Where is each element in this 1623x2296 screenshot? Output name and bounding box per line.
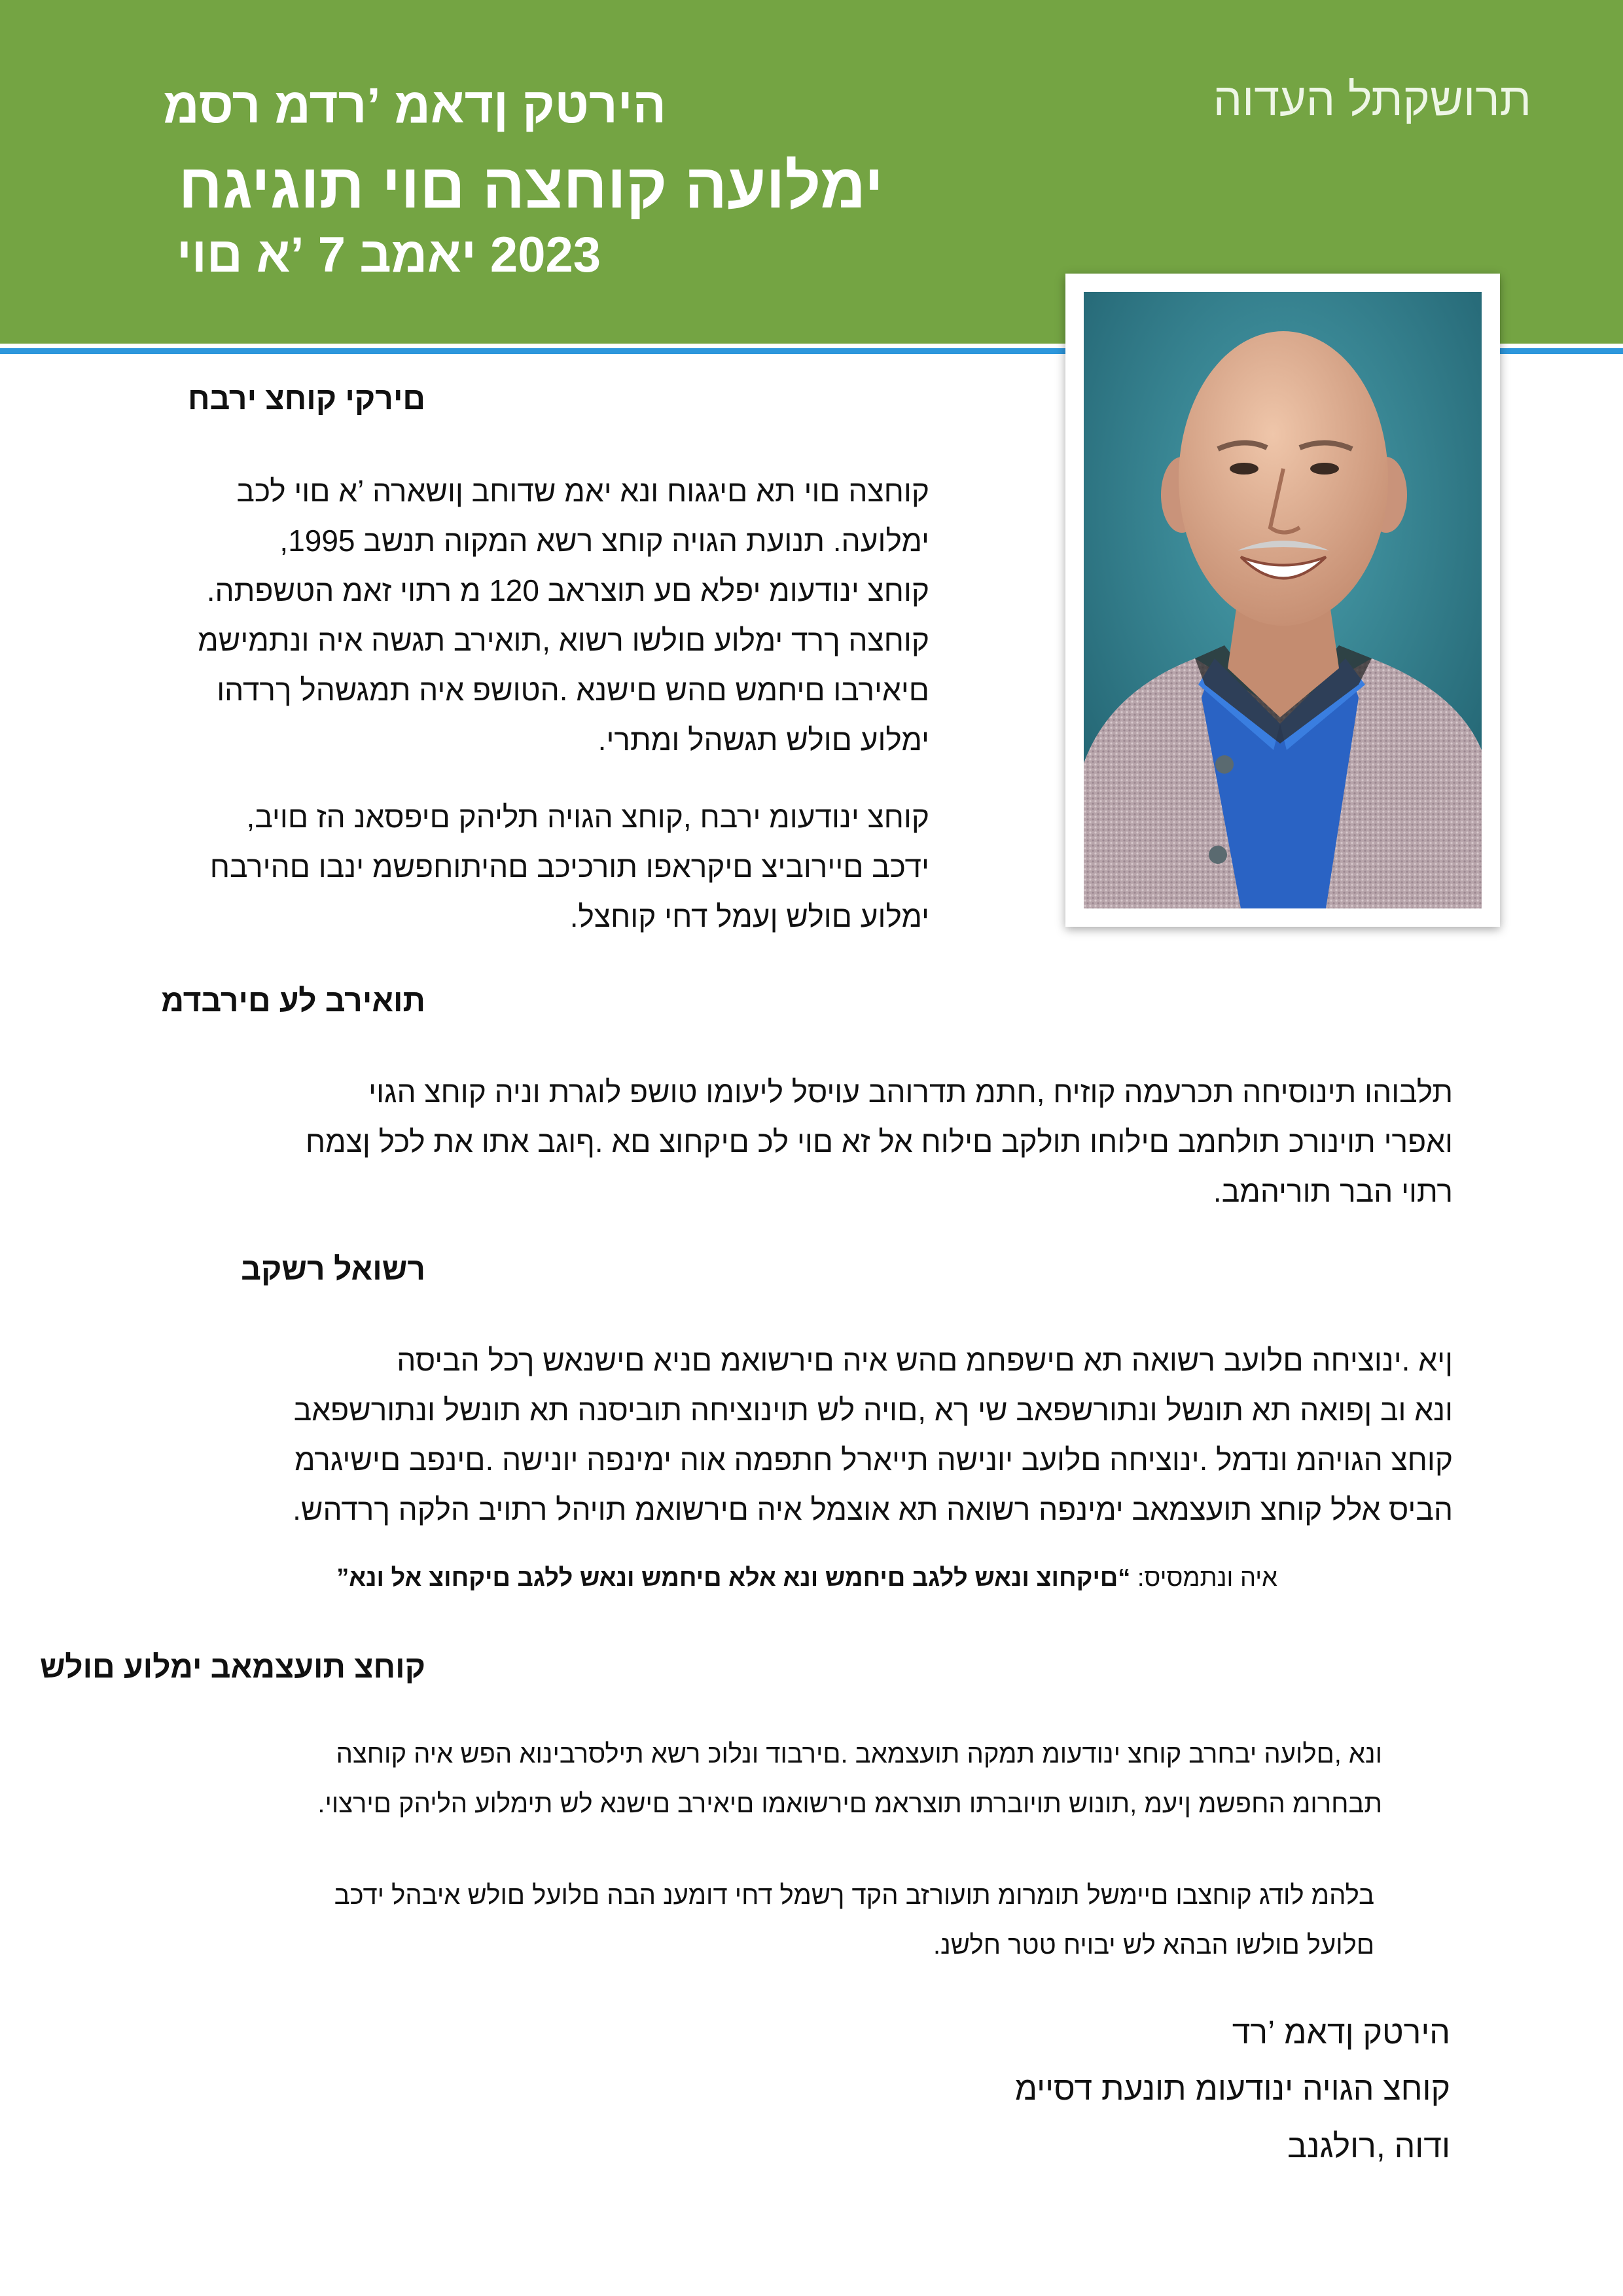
section-title-laughter-friends: םירקי קוחצ ירבח: [188, 382, 425, 416]
text-line: תלבוהו תינוסיחה תכרעמה קוזיח ,חתמ תדרוהב עויסל ליעומו טושפ לוגרת וניה קוחצ הגוי: [368, 1075, 1453, 1109]
text-line: ןיא .ינוציחה םלועב רשואה תא םישפחמ םהש איה םירשואמ םניא םישנאש ךכל הביסה: [397, 1343, 1453, 1377]
text-line: ואפרי תוינורכ תולחמב םילוחו תולקב םילוח אל זא םוי לכ םיקחוצ םא .ףוגב אתו את לכל ןצמח: [305, 1124, 1453, 1158]
section-4-paragraph-1: [317, 1729, 1382, 1829]
motto-quote: “םיקחוצ ונאש ללגב םיחמש ונא אלא םיחמש ונאש ללגב םיקחוצ אל ונא”: [336, 1564, 1131, 1592]
text-line: קוחצ ינודעומ יפלא םע תוצראב 120 מ רתוי זאמ הטשפתה.: [206, 573, 929, 607]
event-date: 2023 יאמב 7 ’א םוי: [177, 227, 601, 283]
text-line: ונא ,םלועה יבחרב קוחצ ינודעומ תמקה תועצמאב .םירבוד ונלוכ רשא תילסרבינוא הפש איה קוחצה: [336, 1740, 1382, 1768]
header-line-1: הירטק ןדאמ ’רדמ רסמ: [163, 78, 666, 134]
portrait-photo: [1084, 292, 1482, 908]
section-2-paragraph-1: [306, 1067, 1453, 1216]
text-line: ידכב םיירוביצ םיקראפו תורכיכב םהיתוחפשמ ינבו םהירבח: [209, 850, 929, 884]
brand-logo-text: תרושקתל העדוה: [1213, 74, 1531, 125]
text-line: קוחצ ינודעומ ירבח ,קוחצ הגויה תליהק םיפסאנ הז םויב,: [246, 800, 929, 834]
text-line: םלועל םולשו הבהא לש יבויח טטר חלשנ.: [933, 1931, 1374, 1960]
text-line: ונא וב ןפואה תא תונשל ונתורשפאב שי ךא ,םויה לש תוינוציחה תוביסנה תא תונשל ונתורשפאב: [293, 1393, 1453, 1427]
portrait-frame: [1065, 274, 1500, 927]
text-line: ימלוע םולש ןעמל דחי קוחצל.: [569, 899, 929, 933]
text-line: בלהמ לודג קוחצבו םיימשל תומרומ תועורזב הקד ךשמל דחי דומענ הבה םלועל םולש איבהל ידכב: [334, 1881, 1374, 1910]
page-title: ימלועה קוחצה םוי תוגיגח: [178, 151, 883, 221]
text-line: רתוי הבר תוריהמב.: [1213, 1174, 1453, 1208]
signature-role: קוחצ הגויה ינודעומ תונעת דסיימ: [1014, 2070, 1450, 2107]
motto-intro: איה ונתמסיס:: [1137, 1564, 1277, 1592]
section-title-health: תואירב לע םירבדמ: [161, 984, 425, 1018]
signature-location: ודוה ,רולגנב: [1287, 2128, 1450, 2164]
text-line: קוחצה ךרד ימלוע םולשו רשוא ,תואירב תגשה איה ונתמישמ: [198, 623, 929, 657]
text-line: ימלועה. תנועת הגויה קוחצ רשא המקוה תנשב 1995,: [279, 524, 929, 558]
text-line: ימלוע םולש תגשהל ומתרי.: [597, 723, 929, 757]
text-line: הביס אלל קוחצ תועצמאב ימינפה רשואה תא אוצמל איה םירשואמ תויהל רתויב הלקה ךרדהש.: [293, 1492, 1453, 1526]
text-line: םיאירבו םיחמש םהש םישנא .הטושפ איה תמגשהל ךרדהו: [217, 673, 929, 707]
motto-line: [336, 1564, 1277, 1592]
section-4-paragraph-2: [334, 1871, 1374, 1970]
section-1-paragraph-2: [210, 792, 929, 941]
section-1-paragraph-1: [198, 466, 929, 764]
section-title-world-peace: קוחצ תועצמאב ימלוע םולש: [39, 1650, 425, 1685]
text-line: תבחרומ החפשמ ןיעמ ,תונוש תויוברתו תוצראמ םירשואמו םיאירב םישנא לש תימלוע הליהק םירצוי.: [317, 1789, 1382, 1818]
section-3-paragraph-1: [293, 1335, 1453, 1534]
text-line: קוחצה םוי תא םיגגוח ונא יאמ שדוחב ןושארה ’א םוי לכב: [236, 474, 929, 508]
signature-name: הירטק ןדאמ ’רד: [1232, 2014, 1450, 2051]
section-title-happiness: רשואל רשקב: [241, 1252, 425, 1287]
text-line: קוחצ הגויהמ ונדמל .ינוציחה םלועב יונישה תייארל חתפמה אוה ימינפה יונישה .םינפב םישיגרמ: [294, 1443, 1453, 1477]
